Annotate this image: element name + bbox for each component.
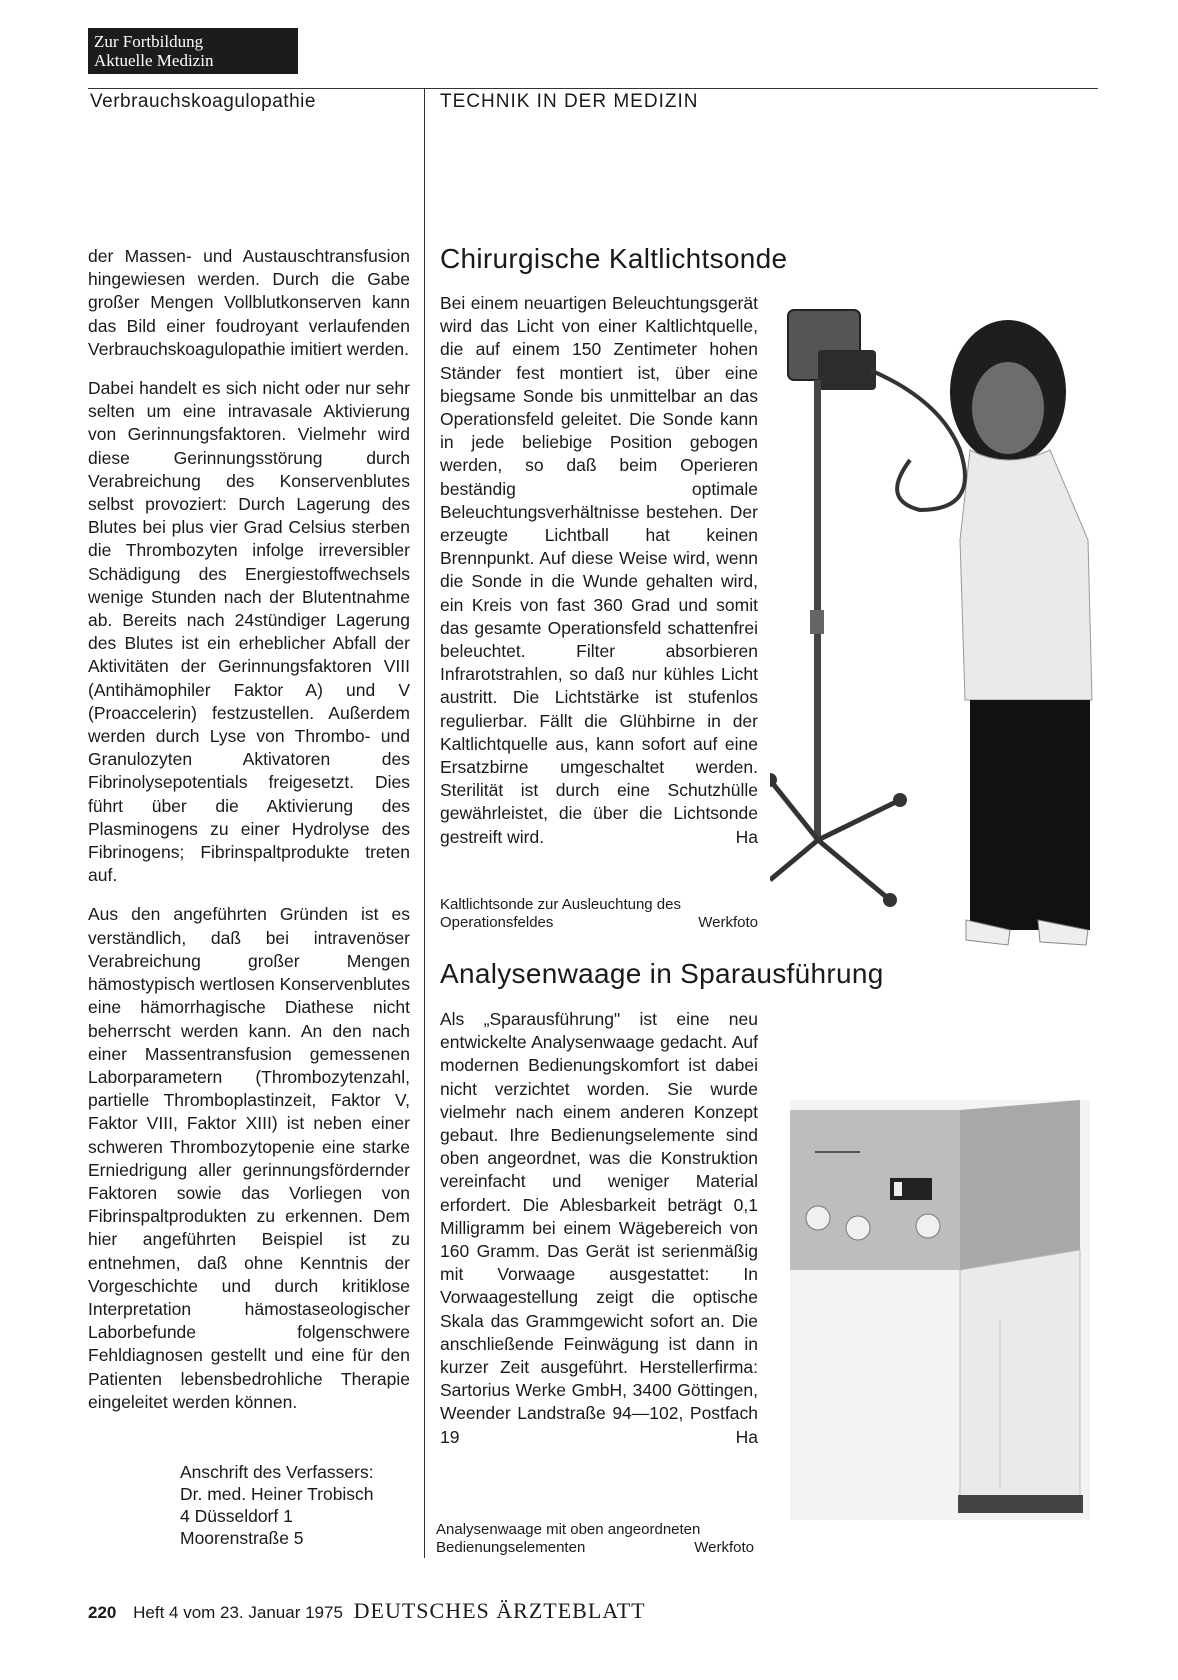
article2-body-text: Als „Sparausführung" ist eine neu entwickelte Analysenwaage gedacht. Auf modernen Bedienungskomfort ist dabei nicht verzichtet worden. Sie wurde vielmehr nach einem anderen Konzept gebaut. Ihre Bedienungselemente sind oben angeordnet, was die Konstruktion vereinfacht und weniger Material erfordert. Die Ablesbarkeit beträgt 0,1 Milligramm bei einem Wägebereich von 160 Gramm. Das Gerät ist serienmäßig mit Vorwaage ausgestattet: In Vorwaagestellung zeigt die optische Skala das Grammgewicht sofort an. Die anschließende Feinwägung ist dann in kurzer Zeit ausgeführt. Herstellerfirma: Sartorius Werke GmbH, 3400 Göttingen, Weender Landstraße 94—102, Postfach 19: [440, 1009, 758, 1447]
address-line-3: 4 Düsseldorf 1: [180, 1506, 293, 1526]
article1-body: [440, 292, 758, 849]
article1-caption-line-1: Kaltlichtsonde zur Ausleuchtung des: [440, 896, 681, 913]
article2-caption-line-1: Analysenwaage mit oben angeordneten: [436, 1521, 701, 1538]
address-line-1: Anschrift des Verfassers:: [180, 1462, 374, 1482]
left-paragraph-2: Dabei handelt es sich nicht oder nur sehr selten um eine intravasale Aktivierung von Gerinnungsfaktoren. Vielmehr wird diese Gerinnungsstörung durch Verabreichung des Konservenblutes selbst provoziert: Durch Lagerung des Blutes bei plus vier Grad Celsius sterben die Thrombozyten infolge irreversibler Schädigung des Energiestoffwechsels wenige Stunden nach der Blutentnahme ab. Bereits nach 24stündiger Lagerung des Blutes ist ein erheblicher Abfall der Aktivitäten der Gerinnungsfaktoren VIII (Antihämophiler Faktor A) und V (Proaccelerin) festzustellen. Außerdem werden durch Lyse von Thrombo- und Granulozyten Aktivatoren des Fibrinolysepotentials freigesetzt. Dies führt über die Aktivierung des Plasminogens zu einer Hydrolyse des Fibrinogens; Fibrinspaltprodukte treten auf.: [88, 378, 410, 886]
kaltlichtsonde-photo: [770, 280, 1100, 970]
left-paragraph-1: der Massen- und Austauschtransfusion hingewiesen werden. Durch die Gabe großer Mengen Vollblutkonserven kann das Bild einer foudroyant verlaufenden Verbrauchskoagulopathie imitiert werden.: [88, 246, 410, 359]
column-divider: [424, 88, 425, 1558]
article1-caption-credit: Werkfoto: [698, 914, 758, 931]
issue-info: Heft 4 vom 23. Januar 1975: [133, 1603, 343, 1622]
article2-body-wrap: [440, 1008, 758, 1449]
running-head-left: Verbrauchskoagulopathie: [90, 91, 316, 112]
author-address: [180, 1461, 374, 1549]
page-footer: [88, 1598, 646, 1624]
page-number: 220: [88, 1603, 117, 1622]
left-paragraph-3: Aus den angeführten Gründen ist es verständlich, daß bei intravenöser Verabreichung großer Mengen hämostypisch wertlosen Konservenblutes eine hämorrhagische Diathese nicht beherrscht werden kann. An den nach einer Massentransfusion gemessenen Laborparametern (Thrombozytenzahl, partielle Thromboplastinzeit, Faktor V, Faktor VIII, Faktor XIII) ist neben einer schweren Thrombozytopenie eine starke Erniedrigung aller gerinnungsfördernder Faktoren sowie das Vorliegen von Fibrinspaltprodukten zu erkennen. Dem hier angeführten Beispiel ist zu entnehmen, daß ohne Kenntnis der Vorgeschichte und durch kritiklose Interpretation hämostaseologischer Laborbefunde folgenschwere Fehldiagnosen gestellt und eine für den Patienten lebensbedrohliche Therapie eingeleitet werden können.: [88, 904, 410, 1412]
article2-title: Analysenwaage in Sparausführung: [440, 958, 884, 989]
article2-caption-line-2: Bedienungselementen: [436, 1539, 586, 1556]
article1-title: Chirurgische Kaltlichtsonde: [440, 243, 788, 274]
article2-body: [440, 1008, 758, 1449]
badge-line-2: Aktuelle Medizin: [94, 51, 214, 70]
article1-caption-line-2: Operationsfeldes: [440, 914, 554, 931]
article1-sign: Ha: [735, 826, 758, 847]
article1-body-text: Bei einem neuartigen Beleuchtungsgerät wird das Licht von einer Kaltlichtquelle, die auf einem 150 Zentimeter hohen Ständer fest montiert ist, über eine biegsame Sonde bis unmittelbar an das Operationsfeld geleitet. Die Sonde kann in jede beliebige Position gebogen werden, so daß beim Operieren beständig optimale Beleuchtungsverhältnisse bestehen. Der erzeugte Lichtball hat keinen Brennpunkt. Auf diese Weise wird, wenn die Sonde in die Wunde gehalten wird, ein Kreis von fast 360 Grad und somit das gesamte Operationsfeld schattenfrei beleuchtet. Filter absorbieren Infrarotstrahlen, so daß nur kühles Licht austritt. Die Lichtstärke ist stufenlos regulierbar. Fällt die Glühbirne in der Kaltlichtquelle aus, kann sofort auf eine Ersatzbirne umgeschaltet werden. Sterilität ist durch eine Schutzhülle gewährleistet, die über die Lichtsonde gestreift wird.: [440, 293, 758, 847]
left-column: [88, 245, 410, 1414]
address-line-4: Moorenstraße 5: [180, 1528, 304, 1548]
running-head-right: TECHNIK IN DER MEDIZIN: [440, 91, 699, 112]
article1-body-wrap: [440, 292, 758, 849]
address-line-2: Dr. med. Heiner Trobisch: [180, 1484, 374, 1504]
analysenwaage-photo: [790, 1100, 1090, 1520]
article2-caption: [436, 1521, 754, 1557]
badge-line-1: Zur Fortbildung: [94, 32, 204, 51]
article1-caption: [440, 896, 758, 932]
article2-caption-credit: Werkfoto: [694, 1539, 754, 1556]
article2-sign: Ha: [735, 1426, 758, 1447]
header-rule: [88, 88, 1098, 89]
journal-name: DEUTSCHES ÄRZTEBLATT: [353, 1598, 646, 1623]
section-badge: [88, 28, 298, 74]
